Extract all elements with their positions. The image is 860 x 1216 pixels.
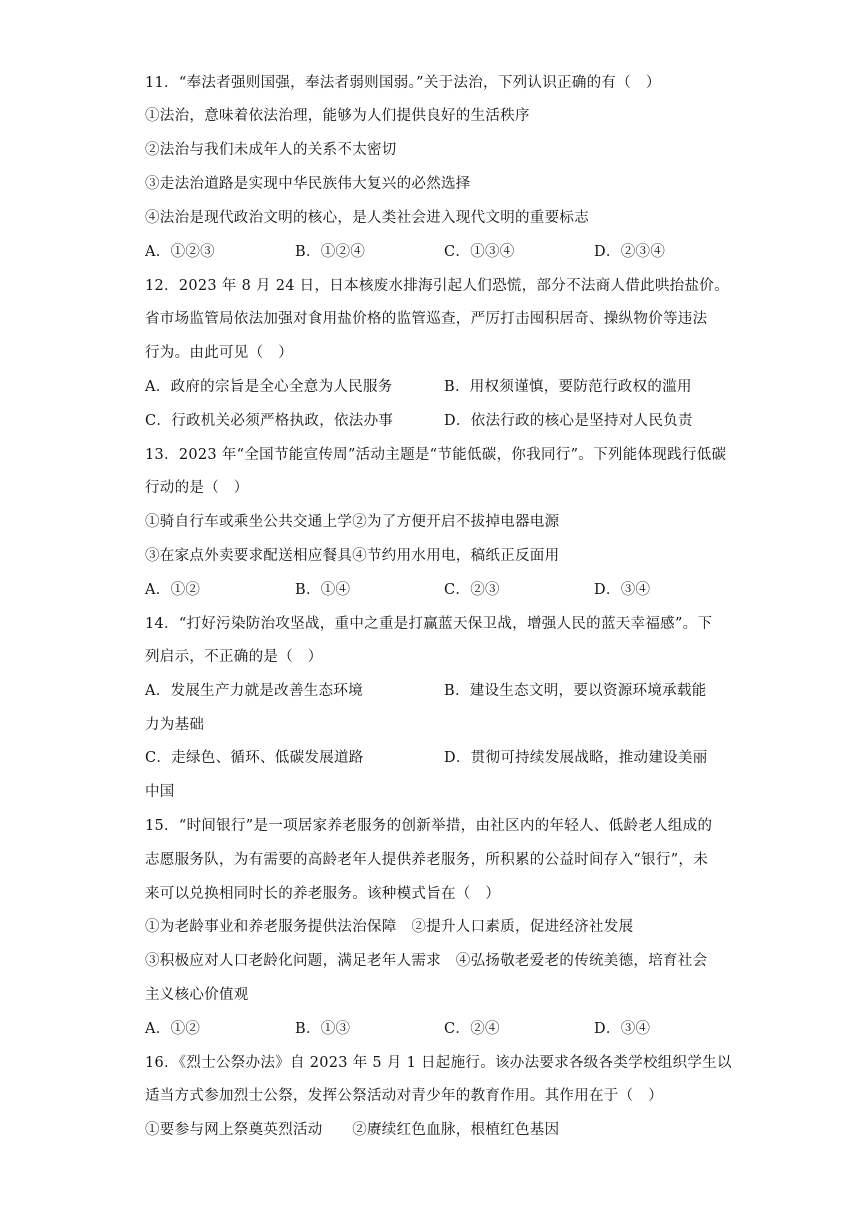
q11-stem: 11．“奉法者强则国强，奉法者弱则国弱。”关于法治，下列认识正确的有（ ）	[145, 75, 661, 91]
q16-stem-line-2: 适当方式参加烈士公祭，发挥公祭活动对青少年的教育作用。其作用在于（ ）	[145, 1088, 663, 1104]
q15-statement-line-2: ③积极应对人口老龄化问题，满足老年人需求 ④弘扬敬老爱老的传统美德，培育社会	[145, 953, 708, 969]
q12-stem-line-3: 行为。由此可见（ ）	[145, 345, 293, 361]
q15-stem-line-2: 志愿服务队，为有需要的高龄老年人提供养老服务，所积累的公益时间存入“银行”，未	[145, 852, 709, 868]
q15-option-b: B．①③	[295, 1021, 351, 1037]
q12-option-c: C．行政机关必须严格执政，依法办事	[145, 413, 394, 429]
q15-stem-line-3: 来可以兑换相同时长的养老服务。该种模式旨在（ ）	[145, 886, 501, 902]
q13-stem-line-2: 行动的是（ ）	[145, 480, 249, 496]
q12-stem-line-2: 省市场监管局依法加强对食用盐价格的监管巡查，严厉打击囤积居奇、操纵物价等违法	[145, 311, 708, 327]
q14-option-d: D．贯彻可持续发展战略，推动建设美丽	[444, 750, 708, 766]
q11-statement-3: ③走法治道路是实现中华民族伟大复兴的必然选择	[145, 176, 471, 192]
q14-option-a: A．发展生产力就是改善生态环境	[145, 683, 363, 699]
q15-option-c: C．②④	[444, 1021, 500, 1037]
q12-option-d: D．依法行政的核心是坚持对人民负责	[444, 413, 693, 429]
q13-stem-line-1: 13．2023 年“全国节能宣传周”活动主题是“节能低碳，你我同行”。下列能体现践行低碳	[145, 447, 727, 463]
q14-stem-line-1: 14．“打好污染防治攻坚战，重中之重是打赢蓝天保卫战，增强人民的蓝天幸福感”。下	[145, 616, 713, 632]
q11-option-a: A．①②③	[145, 244, 215, 260]
q11-statement-4: ④法治是现代政治文明的核心，是人类社会进入现代文明的重要标志	[145, 210, 589, 226]
q15-stem-line-1: 15．“时间银行”是一项居家养老服务的创新举措，由社区内的年轻人、低龄老人组成的	[145, 818, 713, 834]
q13-statement-1: ①骑自行车或乘坐公共交通上学②为了方便开启不拔掉电器电源	[145, 514, 560, 530]
q13-statement-2: ③在家点外卖要求配送相应餐具④节约用水用电，稿纸正反面用	[145, 548, 560, 564]
q11-statement-2: ②法治与我们未成年人的关系不太密切	[145, 142, 397, 158]
q11-option-b: B．①②④	[295, 244, 366, 260]
q16-statement-line-1: ①要参与网上祭奠英烈活动 ②赓续红色血脉，根植红色基因	[145, 1122, 560, 1138]
q15-option-a: A．①②	[145, 1021, 201, 1037]
q14-option-d-cont: 中国	[145, 784, 175, 800]
q11-statement-1: ①法治，意味着依法治理，能够为人们提供良好的生活秩序	[145, 108, 530, 124]
q16-stem-line-1: 16．《烈士公祭办法》自 2023 年 5 月 1 日起施行。该办法要求各级各类学校组织学生以	[145, 1055, 732, 1071]
q11-option-c: C．①③④	[444, 244, 515, 260]
q15-statement-line-1: ①为老龄事业和养老服务提供法治保障 ②提升人口素质，促进经济社发展	[145, 919, 634, 935]
q13-option-a: A．①②	[145, 582, 201, 598]
q14-option-c: C．走绿色、循环、低碳发展道路	[145, 750, 364, 766]
q12-option-a: A．政府的宗旨是全心全意为人民服务	[145, 379, 393, 395]
q11-option-d: D．②③④	[594, 244, 666, 260]
q13-option-b: B．①④	[295, 582, 351, 598]
q15-option-d: D．③④	[594, 1021, 651, 1037]
q14-option-b: B．建设生态文明，要以资源环境承载能	[444, 683, 707, 699]
q14-stem-line-2: 列启示，不正确的是（ ）	[145, 649, 323, 665]
q12-option-b: B．用权须谨慎，要防范行政权的滥用	[444, 379, 692, 395]
q12-stem-line-1: 12．2023 年 8 月 24 日，日本核废水排海引起人们恐慌，部分不法商人借此哄抬盐价。	[145, 278, 729, 294]
q13-option-d: D．③④	[594, 582, 651, 598]
q15-statement-line-3: 主义核心价值观	[145, 987, 249, 1003]
q13-option-c: C．②③	[444, 582, 500, 598]
q14-option-b-cont: 力为基础	[145, 717, 205, 733]
